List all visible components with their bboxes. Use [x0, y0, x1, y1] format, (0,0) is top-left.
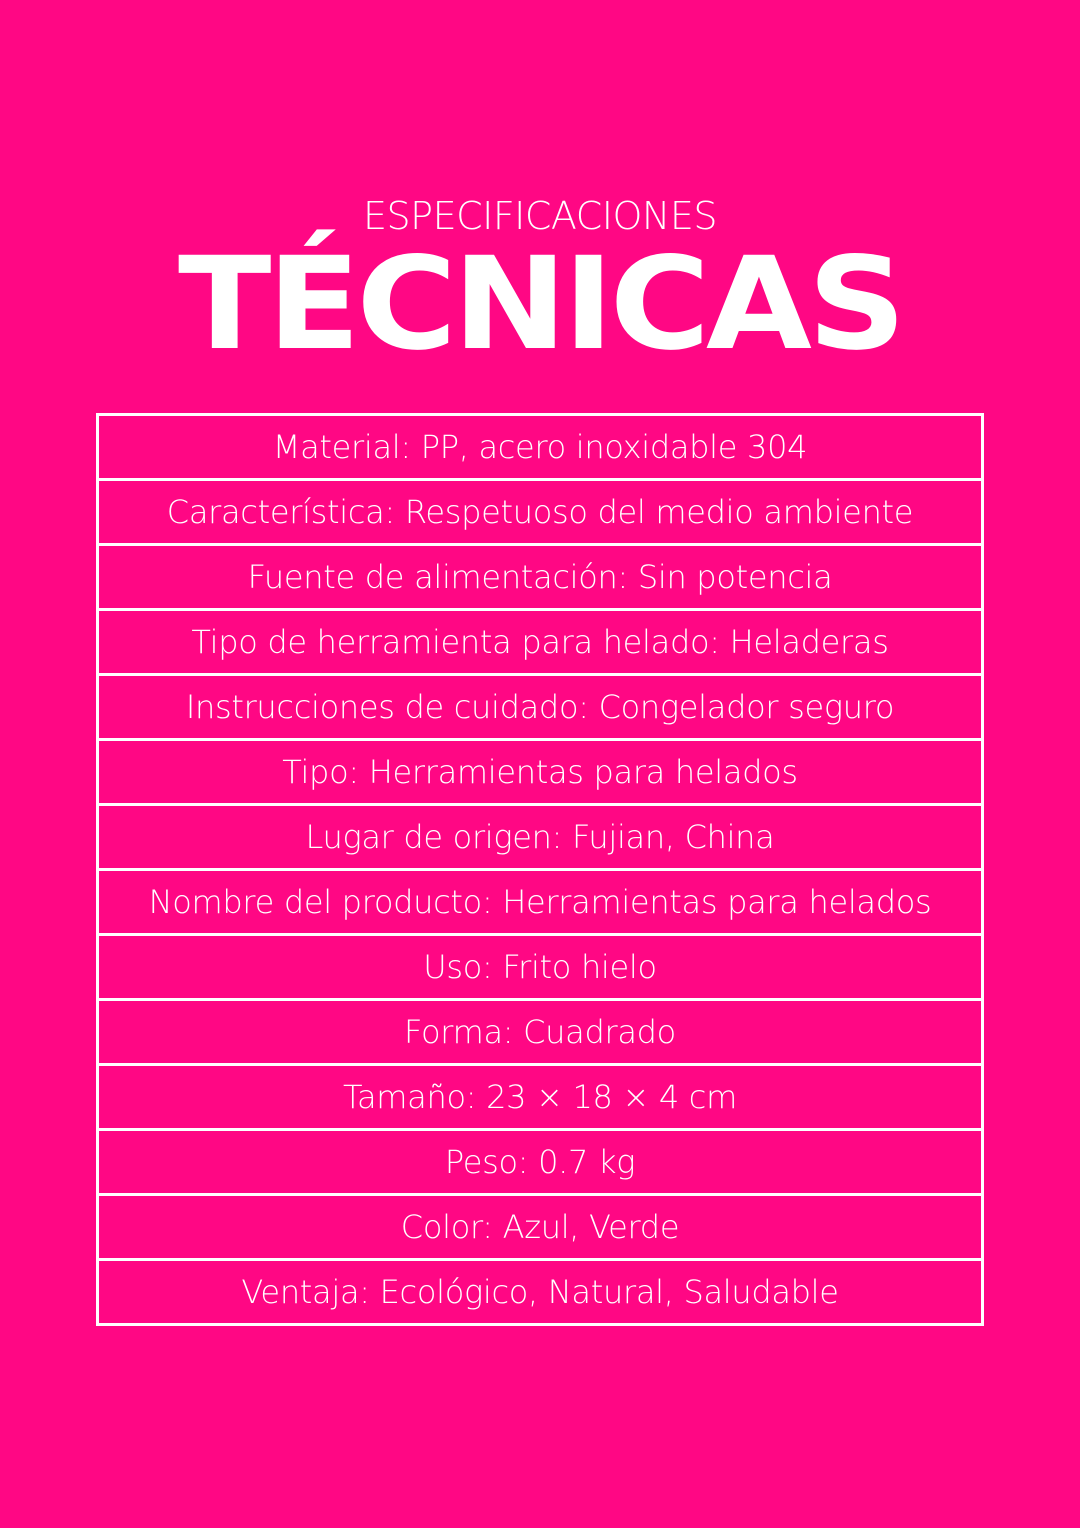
- spec-row-lugar-origen: Lugar de origen: Fujian, China: [99, 803, 981, 868]
- spec-row-material: Material: PP, acero inoxidable 304: [272, 428, 808, 466]
- spec-row-instrucciones-cuidado: Instrucciones de cuidado: Congelador seguro: [99, 673, 981, 738]
- spec-row-nombre-producto: Nombre del producto: Herramientas para helados: [99, 868, 981, 933]
- spec-row-forma: Forma: Cuadrado: [99, 998, 981, 1063]
- page-title: TÉCNICAS: [178, 230, 902, 379]
- spec-row-peso: Peso: 0.7 kg: [99, 1128, 981, 1193]
- spec-row-fuente-alimentacion: Fuente de alimentación: Sin potencia: [99, 543, 981, 608]
- spec-table: [96, 413, 984, 1326]
- spec-row-tamano: Tamaño: 23 × 18 × 4 cm: [99, 1063, 981, 1128]
- spec-row-caracteristica: Característica: Respetuoso del medio ambiente: [99, 478, 981, 543]
- spec-row-tipo: Tipo: Herramientas para helados: [99, 738, 981, 803]
- page-subtitle: ESPECIFICACIONES: [363, 194, 717, 238]
- spec-row-tipo-herramienta: Tipo de herramienta para helado: Heladeras: [99, 608, 981, 673]
- spec-row-color: Color: Azul, Verde: [99, 1193, 981, 1258]
- spec-row-ventaja: Ventaja: Ecológico, Natural, Saludable: [99, 1258, 981, 1323]
- spec-row-uso: Uso: Frito hielo: [99, 933, 981, 998]
